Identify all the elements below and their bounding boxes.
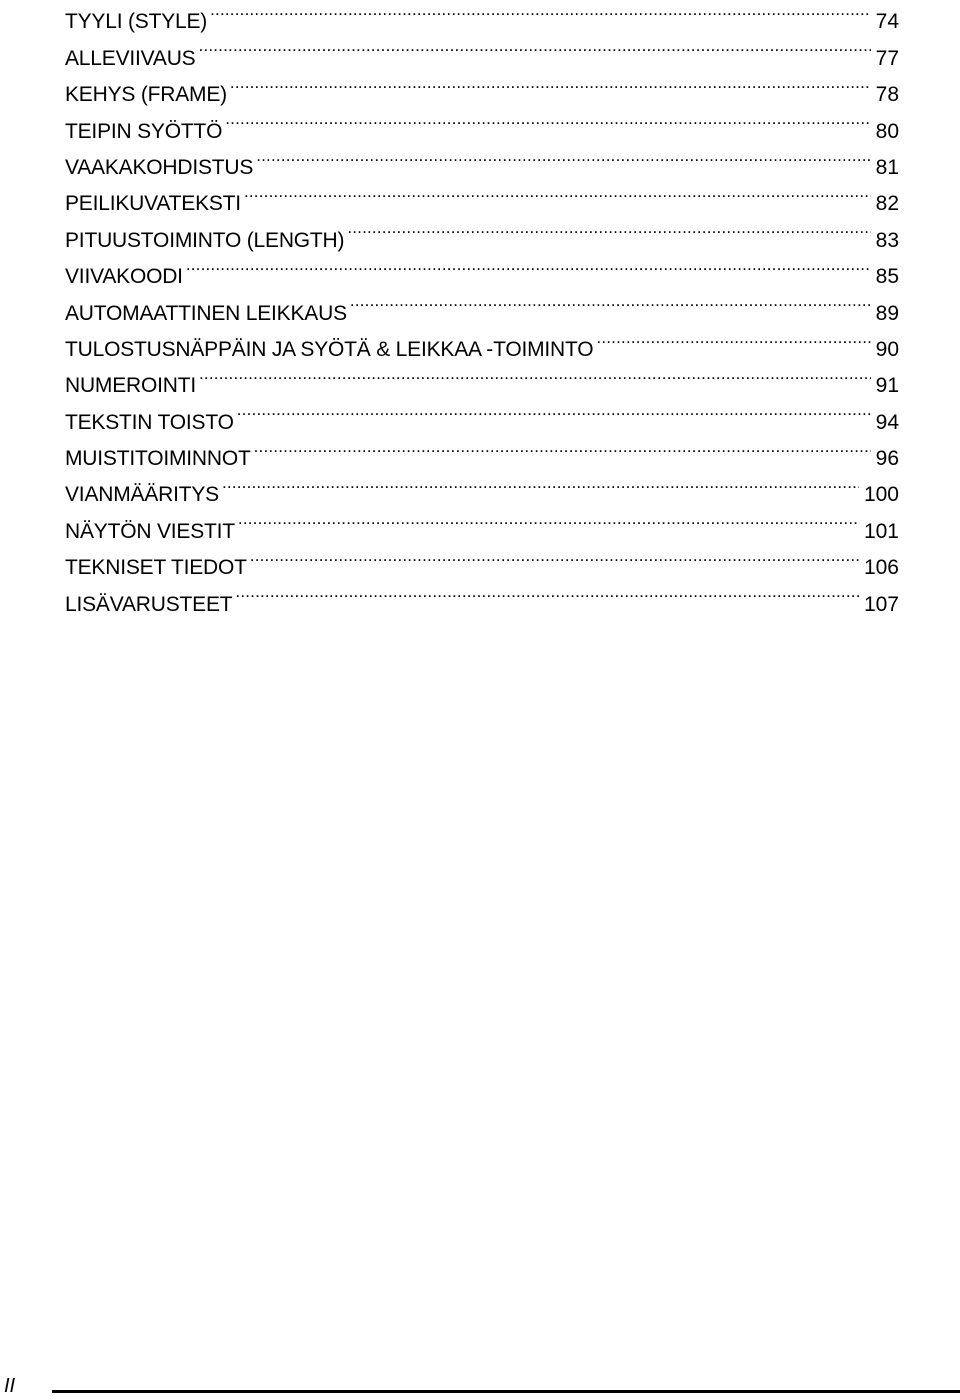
toc-entry-title: TEKNISET TIEDOT (65, 556, 247, 580)
dot-leader (350, 283, 871, 319)
toc-entry-page: 96 (875, 447, 899, 471)
dot-leader (210, 0, 871, 28)
toc-entry-auto-cut[interactable] (65, 283, 899, 325)
toc-entry-title: NUMEROINTI (65, 374, 196, 398)
toc-entry-page: 107 (863, 592, 899, 616)
toc-entry-page: 85 (875, 265, 899, 289)
dot-leader (244, 174, 871, 210)
dot-leader (237, 392, 871, 428)
toc-entry-title: PITUUSTOIMINTO (LENGTH) (65, 228, 345, 252)
dot-leader (222, 465, 859, 501)
toc-entry-barcode[interactable] (65, 247, 899, 289)
toc-entry-title: VIANMÄÄRITYS (65, 483, 219, 507)
toc-entry-title: TEKSTIN TOISTO (65, 410, 234, 434)
toc-entry-title: PEILIKUVATEKSTI (65, 192, 241, 216)
dot-leader (256, 138, 870, 174)
dot-leader (250, 538, 859, 574)
dot-leader (235, 574, 859, 610)
toc-entry-title: VAAKAKOHDISTUS (65, 155, 254, 179)
toc-entry-title: KEHYS (FRAME) (65, 83, 227, 107)
toc-entry-title: TYYLI (STYLE) (65, 10, 208, 34)
dot-leader (596, 320, 870, 356)
dot-leader (238, 501, 859, 537)
dot-leader (199, 356, 871, 392)
toc-entry-page: 91 (875, 374, 899, 398)
footer-divider (52, 1390, 960, 1393)
toc-entry-title: TULOSTUSNÄPPÄIN JA SYÖTÄ & LEIKKAA -TOIMINTO (65, 337, 594, 361)
toc-entry-title: ALLEVIIVAUS (65, 46, 196, 70)
toc-entry-page: 90 (875, 337, 899, 361)
toc-entry-page: 89 (875, 301, 899, 325)
toc-entry-page: 106 (863, 556, 899, 580)
toc-entry-page: 74 (875, 10, 899, 34)
toc-entry-title: TEIPIN SYÖTTÖ (65, 119, 223, 143)
toc-entry-title: MUISTITOIMINNOT (65, 447, 251, 471)
dot-leader (347, 210, 870, 246)
toc-entry-page: 101 (863, 519, 899, 543)
toc-entry-title: VIIVAKOODI (65, 265, 183, 289)
dot-leader (186, 247, 871, 283)
toc-entry-page: 78 (875, 83, 899, 107)
dot-leader (198, 28, 870, 64)
dot-leader (225, 101, 870, 137)
dot-leader (254, 429, 871, 465)
page-number-marker: II (4, 1375, 16, 1397)
toc-entry-page: 83 (875, 228, 899, 252)
toc-entry-page: 94 (875, 410, 899, 434)
toc-entry-title: NÄYTÖN VIESTIT (65, 519, 235, 543)
toc-entry-page: 80 (875, 119, 899, 143)
toc-entry-page: 77 (875, 46, 899, 70)
toc-entry-style[interactable] (65, 0, 899, 34)
dot-leader (230, 65, 871, 101)
table-of-contents (65, 0, 899, 616)
toc-entry-page: 82 (875, 192, 899, 216)
toc-entry-page: 100 (863, 483, 899, 507)
toc-entry-page: 81 (875, 155, 899, 179)
toc-entry-title: LISÄVARUSTEET (65, 592, 233, 616)
toc-entry-title: AUTOMAATTINEN LEIKKAUS (65, 301, 347, 325)
